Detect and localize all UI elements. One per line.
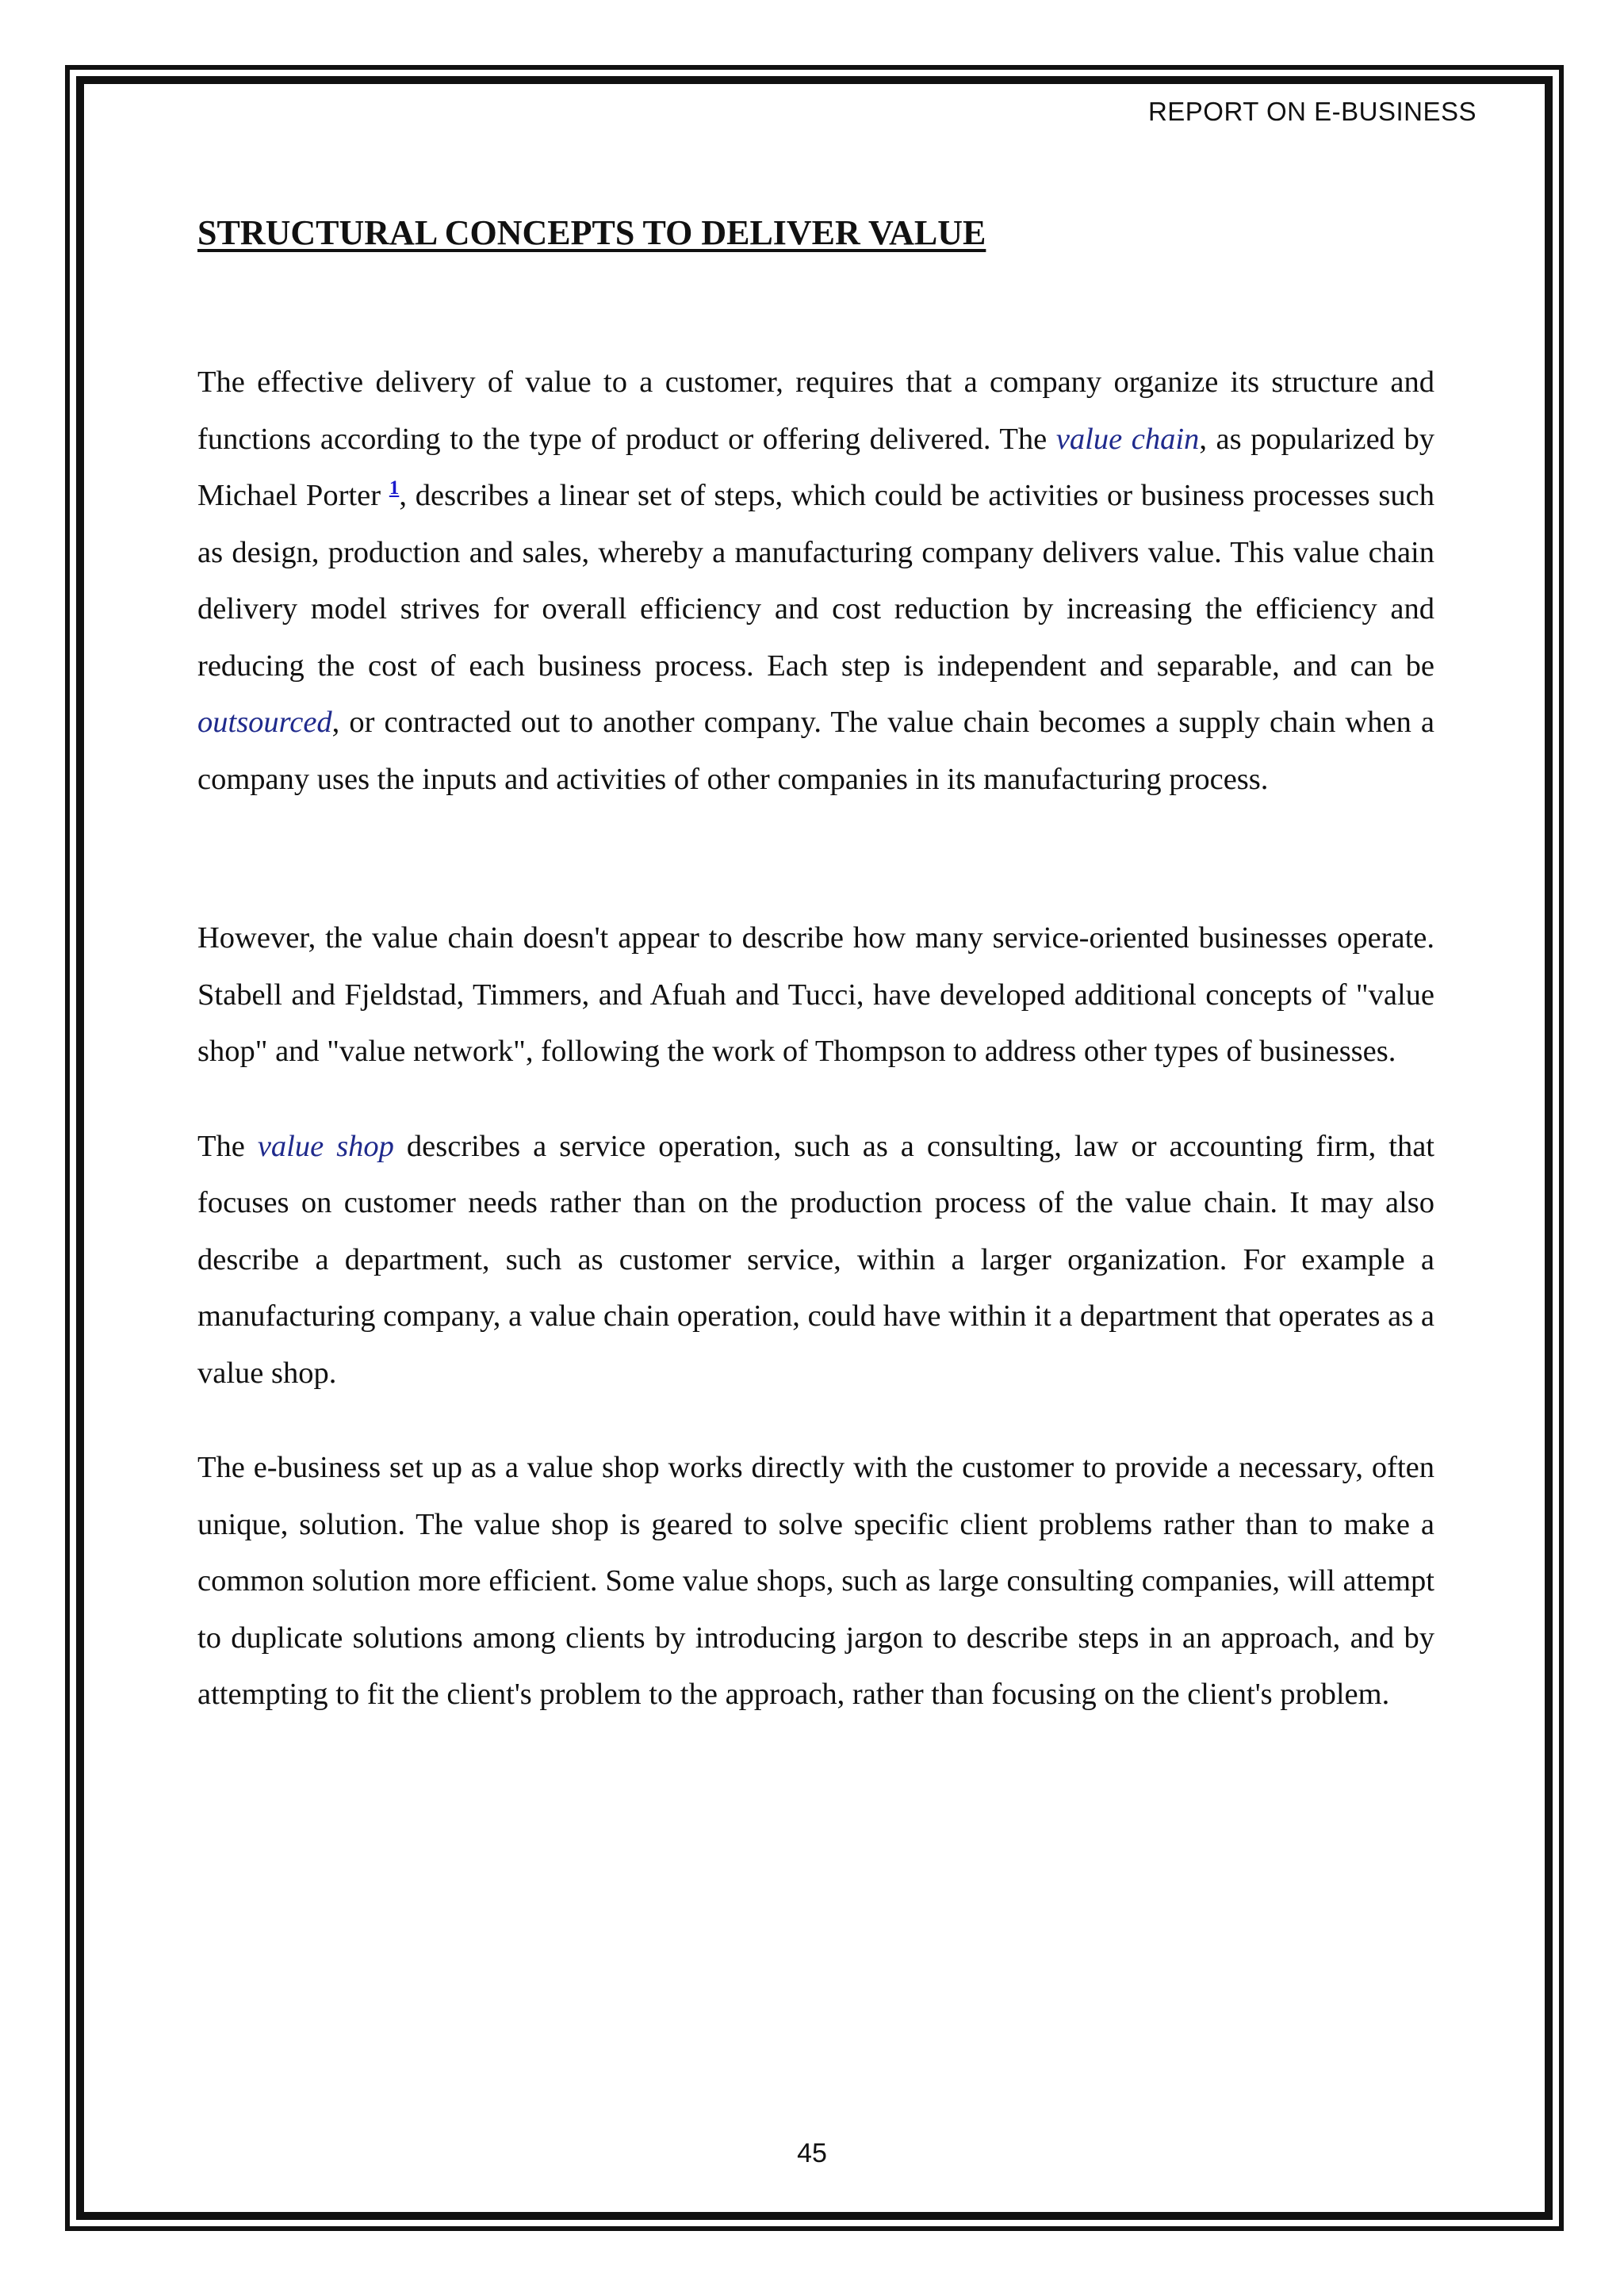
running-header: REPORT ON E-BUSINESS	[1147, 97, 1477, 126]
value-shop-link[interactable]: value shop	[257, 1129, 394, 1163]
paragraph-service-businesses: However, the value chain doesn't appear to describe how many service-oriented businesses operate. Stabell and Fjeldstad, Timmers, and Afuah and Tucci, have developed additional concepts of "value shop" and "value network", following the work of Thompson to address other types of businesses.	[197, 921, 1434, 1068]
page-number: 45	[797, 2138, 827, 2168]
paragraph-e-business-value-shop: The e-business set up as a value shop works directly with the customer to provide a necessary, often unique, solution. The value shop is geared to solve specific client problems rather than to make a common solution more efficient. Some value shops, such as large consulting companies, will attempt to duplicate solutions among clients by introducing jargon to describe steps in an approach, and by attempting to fit the client's problem to the approach, rather than focusing on the client's problem.	[197, 1451, 1434, 1711]
value-chain-link[interactable]: value chain	[1055, 422, 1200, 456]
paragraph-value-shop	[197, 1119, 1434, 1402]
footnote-reference-link[interactable]: 1	[389, 477, 400, 499]
paragraph-text: describes a service operation, such as a consulting, law or accounting firm, that focuses on customer needs rather than on the production process of the value chain. It may also describe a department, such as customer service, within a larger organization. For example a manufacturing company, a value chain operation, could have within it a department that operates as a value shop.	[197, 1129, 1435, 1390]
paragraph-text: The effective delivery of value to a customer, requires that a company organize its structure and functions according to the type of product or offering delivered. The	[197, 365, 1434, 456]
paragraph-text: , as popularized by Michael Porter	[197, 422, 1434, 512]
paragraph-text: , describes a linear set of steps, which could be activities or business processes such as design, production and sales, whereby a manufacturing company delivers value. This value chain delivery model strives for overall efficiency and cost reduction by increasing the efficiency and reducing the cost of each business process. Each step is independent and separable, and can be	[197, 479, 1434, 683]
paragraph-text: The	[197, 1129, 258, 1163]
outsourced-link[interactable]: outsourced	[197, 706, 332, 739]
paragraph-value-chain	[197, 354, 1434, 808]
section-title: STRUCTURAL CONCEPTS TO DELIVER VALUE	[197, 213, 986, 252]
page-content	[197, 212, 1434, 1724]
paragraph-text: , or contracted out to another company. The value chain becomes a supply chain when a company uses the inputs and activities of other companies in its manufacturing process.	[197, 706, 1434, 796]
